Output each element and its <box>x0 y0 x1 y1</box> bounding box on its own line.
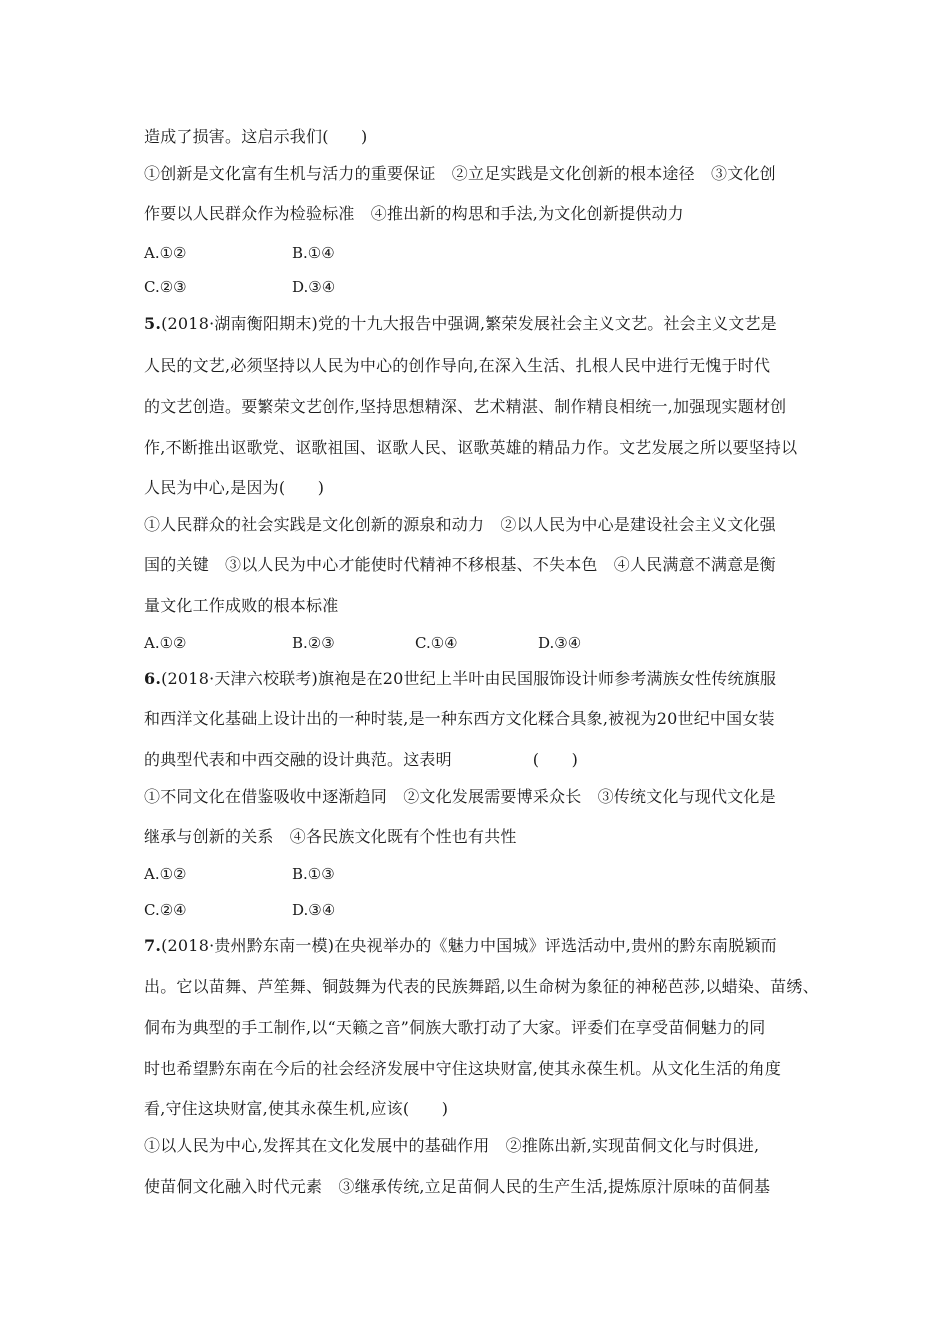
q6-option-a: A.①② <box>144 865 187 883</box>
q7-line-1 <box>144 935 824 957</box>
q6-option-d: D.③④ <box>292 901 336 919</box>
q6-items-line-1: ①不同文化在借鉴吸收中逐渐趋同 ②文化发展需要博采众长 ③传统文化与现代文化是 <box>144 787 776 806</box>
q7-line-3: 侗布为典型的手工制作,以“天籁之音”侗族大歌打动了大家。评委们在享受苗侗魅力的同 <box>144 1018 766 1037</box>
q5-line-2: 人民的文艺,必须坚持以人民为中心的创作导向,在深入生活、扎根人民中进行无愧于时代 <box>144 356 771 375</box>
q5-line-3: 的文艺创造。要繁荣文艺创作,坚持思想精深、艺术精湛、制作精良相统一,加强现实题材创 <box>144 397 787 416</box>
q4-stem-end: 造成了损害。这启示我们( ) <box>144 127 368 146</box>
q7-stem-1: (2018·贵州黔东南一模)在央视举办的《魅力中国城》评选活动中,贵州的黔东南脱颖而 <box>161 936 777 955</box>
q7-line-4: 时也希望黔东南在今后的社会经济发展中守住这块财富,使其永葆生机。从文化生活的角度 <box>144 1059 782 1078</box>
q5-items-line-3: 量文化工作成败的根本标准 <box>144 596 339 615</box>
q6-line-3: 的典型代表和中西交融的设计典范。这表明 ( ) <box>144 750 579 769</box>
q5-option-b: B.②③ <box>292 634 335 652</box>
q7-number: 7. <box>144 936 162 955</box>
q6-stem-1: (2018·天津六校联考)旗袍是在20世纪上半叶由民国服饰设计师参考满族女性传统旗服 <box>161 669 777 688</box>
q6-line-2: 和西洋文化基础上设计出的一种时装,是一种东西方文化糅合具象,被视为20世纪中国女装 <box>144 709 775 728</box>
q6-option-b: B.①③ <box>292 865 335 883</box>
q7-line-5: 看,守住这块财富,使其永葆生机,应该( ) <box>144 1099 449 1118</box>
q5-stem-1: (2018·湖南衡阳期末)党的十九大报告中强调,繁荣发展社会主义文艺。社会主义文艺是 <box>161 314 777 333</box>
q4-items-line-1: ①创新是文化富有生机与活力的重要保证 ②立足实践是文化创新的根本途径 ③文化创 <box>144 164 776 183</box>
q5-line-4: 作,不断推出讴歌党、讴歌祖国、讴歌人民、讴歌英雄的精品力作。文艺发展之所以要坚持以 <box>144 438 798 457</box>
q5-line-1 <box>144 313 824 335</box>
q5-items-line-1: ①人民群众的社会实践是文化创新的源泉和动力 ②以人民为中心是建设社会主义文化强 <box>144 515 776 534</box>
q7-items-line-1: ①以人民为中心,发挥其在文化发展中的基础作用 ②推陈出新,实现苗侗文化与时俱进, <box>144 1136 760 1155</box>
q4-option-b: B.①④ <box>292 244 335 262</box>
q5-option-c: C.①④ <box>415 634 458 652</box>
q4-option-a: A.①② <box>144 244 187 262</box>
q4-items-line-2: 作要以人民群众作为检验标准 ④推出新的构思和手法,为文化创新提供动力 <box>144 204 684 223</box>
q6-items-line-2: 继承与创新的关系 ④各民族文化既有个性也有共性 <box>144 827 517 846</box>
q7-items-line-2: 使苗侗文化融入时代元素 ③继承传统,立足苗侗人民的生产生活,提炼原汁原味的苗侗基 <box>144 1177 771 1196</box>
q6-option-c: C.②④ <box>144 901 187 919</box>
q5-line-5: 人民为中心,是因为( ) <box>144 478 325 497</box>
q5-option-a: A.①② <box>144 634 187 652</box>
q5-option-d: D.③④ <box>538 634 582 652</box>
q6-line-1 <box>144 668 824 690</box>
q4-option-d: D.③④ <box>292 278 336 296</box>
q5-number: 5. <box>144 314 162 333</box>
q7-line-2: 出。它以苗舞、芦笙舞、铜鼓舞为代表的民族舞蹈,以生命树为象征的神秘芭莎,以蜡染、苗绣、 <box>144 977 819 996</box>
q5-items-line-2: 国的关键 ③以人民为中心才能使时代精神不移根基、不失本色 ④人民满意不满意是衡 <box>144 555 776 574</box>
q6-number: 6. <box>144 669 162 688</box>
q4-option-c: C.②③ <box>144 278 187 296</box>
